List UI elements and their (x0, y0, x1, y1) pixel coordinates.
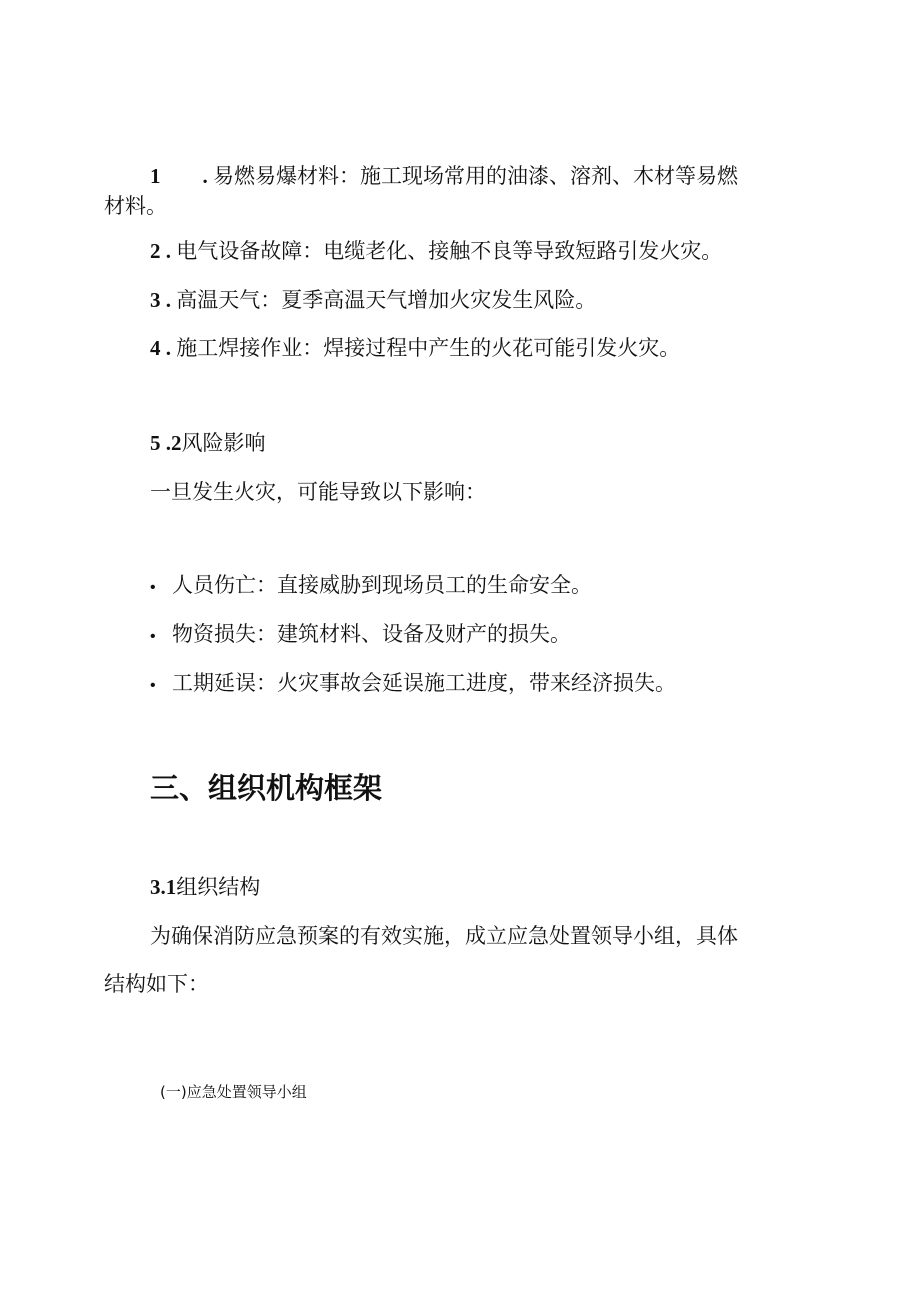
bullet-item-3: • 工期延误：火灾事故会延误施工进度，带来经济损失。 (150, 668, 676, 701)
item-text: 易燃易爆材料：施工现场常用的油漆、溶剂、木材等易燃 (213, 164, 738, 188)
list-item-3: 3 . 高温天气：夏季高温天气增加火灾发生风险。 (150, 288, 597, 312)
impact-intro: 一旦发生火灾，可能导致以下影响： (150, 480, 486, 504)
paragraph-line-1: 为确保消防应急预案的有效实施，成立应急处置领导小组，具体 (150, 924, 738, 948)
bullet-icon: • (150, 677, 156, 694)
list-item-4: 4 . 施工焊接作业：焊接过程中产生的火花可能引发火灾。 (150, 336, 681, 360)
list-item-2: 2 . 电气设备故障：电缆老化、接触不良等导致短路引发火灾。 (150, 239, 723, 263)
item-number: 2 (150, 239, 161, 263)
section-number: 5 .2 (150, 431, 182, 455)
section-title: 组织结构 (176, 875, 261, 899)
section-title: 风险影响 (181, 431, 266, 455)
bullet-icon: • (150, 579, 156, 596)
item-text: 高温天气：夏季高温天气增加火灾发生风险。 (176, 288, 597, 312)
section-number: 3.1 (150, 875, 177, 899)
list-item-1-continuation: 材料。 (104, 194, 167, 218)
bullet-item-1: • 人员伤亡：直接威胁到现场员工的生命安全。 (150, 570, 592, 603)
item-number: 3 (150, 288, 161, 312)
bullet-item-2: • 物资损失：建筑材料、设备及财产的损失。 (150, 619, 571, 652)
paragraph-line-2: 结构如下： (104, 972, 209, 996)
section-heading-org-structure (150, 872, 260, 902)
chapter-heading: 三、组织机构框架 (150, 771, 383, 805)
item-text: 施工焊接作业：焊接过程中产生的火花可能引发火灾。 (176, 336, 681, 360)
subsection-heading: (一)应急处置领导小组 (160, 1083, 307, 1101)
item-number: 4 (150, 336, 161, 360)
item-number: 1 (150, 164, 161, 188)
section-heading-risk-impact (150, 428, 266, 458)
list-item-1: 1 . 易燃易爆材料：施工现场常用的油漆、溶剂、木材等易燃 (150, 164, 738, 188)
item-text: 电气设备故障：电缆老化、接触不良等导致短路引发火灾。 (176, 239, 723, 263)
bullet-icon: • (150, 628, 156, 645)
